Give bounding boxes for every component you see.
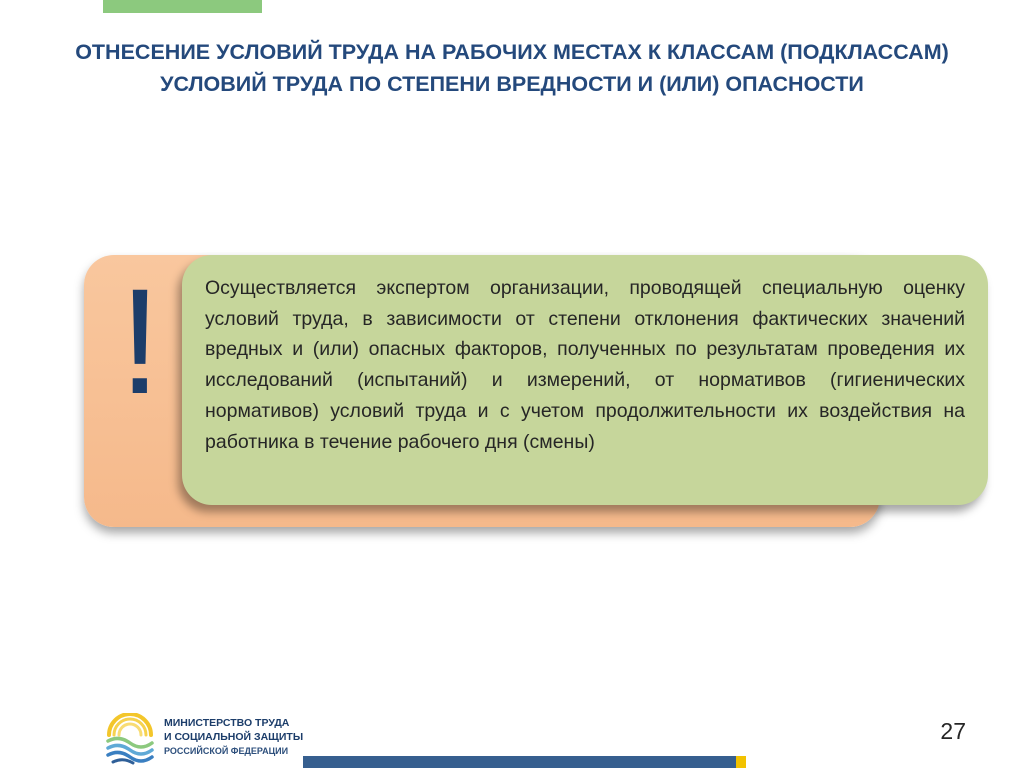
- exclamation-mark: !: [119, 257, 161, 425]
- footer-bar-accent: [736, 756, 746, 768]
- ministry-name-line-1: МИНИСТЕРСТВО ТРУДА: [164, 717, 290, 729]
- page-number: 27: [940, 718, 966, 744]
- slide-title: ОТНЕСЕНИЕ УСЛОВИЙ ТРУДА НА РАБОЧИХ МЕСТАХ К КЛАССАМ (ПОДКЛАССАМ) УСЛОВИЙ ТРУДА ПО СТЕПЕНИ ВРЕДНОСТИ И (ИЛИ) ОПАСНОСТИ: [75, 40, 949, 96]
- callout-text-box: [182, 255, 988, 505]
- ministry-name: [164, 716, 334, 758]
- top-accent-bar: [103, 0, 262, 13]
- ministry-name-line-2: И СОЦИАЛЬНОЙ ЗАЩИТЫ: [164, 731, 304, 743]
- ministry-name-line-3: РОССИЙСКОЙ ФЕДЕРАЦИИ: [164, 746, 289, 756]
- ministry-logo-icon: [105, 713, 155, 765]
- callout-text: Осуществляется экспертом организации, проводящей специальную оценку условий труда, в зависимости от степени отклонения фактических значений вредных и (или) опасных факторов, полученных по результатам проведения их исследований (испытаний) и измерений, от нормативов (гигиенических нормативов) условий труда и с учетом продолжительности их воздействия на работника в течение рабочего дня (смены): [205, 277, 965, 453]
- footer-bar: [303, 756, 736, 768]
